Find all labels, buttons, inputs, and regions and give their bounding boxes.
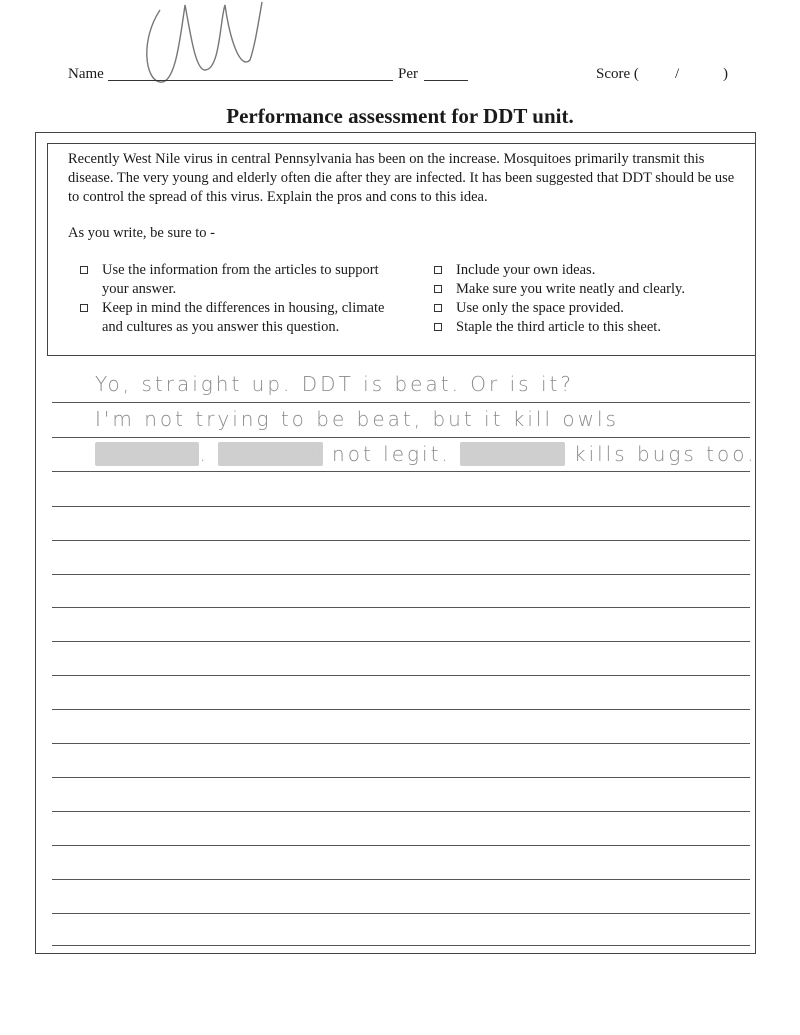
- instructions-heading: As you write, be sure to -: [68, 225, 215, 241]
- handwritten-line-2: I'm not trying to be beat, but it kill owls: [95, 407, 619, 431]
- period-field[interactable]: [424, 66, 468, 81]
- writing-line: [52, 879, 750, 880]
- score-close: ): [723, 66, 728, 82]
- writing-line: [52, 506, 750, 507]
- writing-line: [52, 641, 750, 642]
- handwritten-line-3: [redacted]. [redacted] not legit. [redacted] kills bugs too.: [95, 442, 757, 466]
- redacted-word: [redacted]: [95, 442, 200, 466]
- writing-line: [52, 471, 750, 472]
- checklist-item: Keep in mind the differences in housing, climate and cultures as you answer this question.: [80, 299, 390, 337]
- writing-line: [52, 607, 750, 608]
- score-label: Score (: [596, 66, 639, 82]
- checklist-item: Use the information from the articles to support your answer.: [80, 261, 390, 299]
- checkbox-icon: [80, 304, 88, 312]
- checklist-right: [434, 261, 744, 337]
- name-field[interactable]: [108, 66, 393, 81]
- writing-line: [52, 743, 750, 744]
- per-label: Per: [398, 66, 418, 82]
- checklist-left: [80, 261, 390, 337]
- score-slash: /: [675, 66, 680, 82]
- name-label: Name: [68, 66, 104, 82]
- checkbox-icon: [434, 304, 442, 312]
- writing-line: [52, 845, 750, 846]
- handwritten-line-1: Yo, straight up. DDT is beat. Or is it?: [95, 372, 574, 396]
- writing-line: [52, 675, 750, 676]
- prompt-paragraph: Recently West Nile virus in central Pennsylvania has been on the increase. Mosquitoes primarily transmit this disease. The very young and elderly often die after they are infected. It has been suggested that DDT should be use to control the spread of this virus. Explain the pros and cons to this idea.: [68, 151, 735, 205]
- writing-line: [52, 913, 750, 914]
- checklist-item: Make sure you write neatly and clearly.: [434, 280, 744, 299]
- checkbox-icon: [434, 323, 442, 331]
- writing-line: [52, 811, 750, 812]
- redacted-word: [redacted]: [218, 442, 323, 466]
- writing-line: [52, 709, 750, 710]
- writing-line: [52, 574, 750, 575]
- writing-line: [52, 540, 750, 541]
- checklist-item: Staple the third article to this sheet.: [434, 318, 744, 337]
- checklist-item: Include your own ideas.: [434, 261, 744, 280]
- checklist-item: Use only the space provided.: [434, 299, 744, 318]
- writing-line: [52, 402, 750, 403]
- checkbox-icon: [434, 285, 442, 293]
- checkbox-icon: [434, 266, 442, 274]
- writing-line: [52, 437, 750, 438]
- prompt-box: [47, 143, 756, 356]
- page-title: Performance assessment for DDT unit.: [226, 104, 574, 128]
- writing-line: [52, 945, 750, 946]
- writing-line: [52, 777, 750, 778]
- checkbox-icon: [80, 266, 88, 274]
- redacted-word: [redacted]: [460, 442, 565, 466]
